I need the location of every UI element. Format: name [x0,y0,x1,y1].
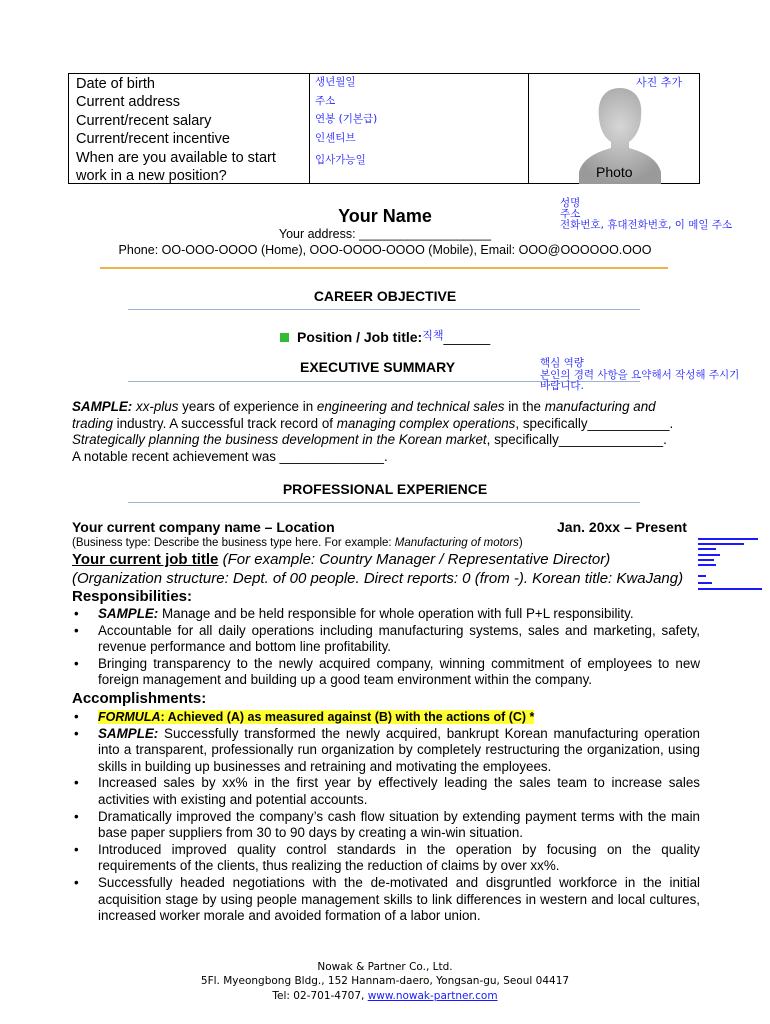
dob-label: Date of birth [76,76,155,92]
salary-label: Current/recent salary [76,112,212,129]
summary-text: years of experience in [178,399,317,414]
address-line: Your address: ___________________ [278,227,492,241]
career-objective-rule [128,309,640,310]
square-bullet-icon [280,333,289,342]
summary-korean-notes [540,358,739,393]
salary-note: 연봉 (기본급) [315,113,378,126]
responsibilities-title: Responsibilities: [72,588,193,605]
summary-sample-label: SAMPLE: [72,399,133,414]
responsibilities-list [72,606,700,689]
incentive-label: Current/recent incentive [76,131,230,148]
executive-summary-title: EXECUTIVE SUMMARY [300,359,456,375]
resume-name: Your Name [338,206,432,226]
list-item [72,726,700,776]
summary-text: managing complex operations [336,415,516,431]
experience-rule [128,502,640,503]
summary-text: , specifically______________. [486,432,667,448]
summary-text: engineering and technical sales [316,399,505,414]
summary-paragraph [72,399,700,465]
job-title-line [72,551,610,568]
list-item: • Increased sales by xx% in the first year by effectively leading the sales team to increase sales activities with existing and potential accounts. [72,775,700,808]
summary-text: industry. A successful track record of [112,415,337,431]
formula-item [72,709,700,726]
business-type-text: ) [518,537,523,549]
footer-contact [0,989,770,1003]
list-item: • Accountable for all daily operations including manufacturing systems, sales and marketing, safety, revenue performance and bottom line profitability. [72,623,700,656]
acc-sample-label: SAMPLE: [98,725,159,741]
list-item: • Dramatically improved the company’s cash flow situation by extending payment terms with the main base paper suppliers from 30 to 90 days by creating a win-win situation. [72,809,700,842]
job-title-example: (For example: Country Manager / Representative Director) [218,551,611,568]
position-label: Position / Job title: [297,329,423,345]
address-note-header: 주소 [560,208,581,220]
summary-text: xx-plus [136,399,179,414]
position-blank: ______ [443,329,491,345]
photo-label: Photo [596,164,633,180]
footer [0,960,770,1003]
org-structure: (Organization structure: Dept. of 00 people. Direct reports: 0 (from -). Korean title: KwaJang) [72,570,684,587]
footer-website-link[interactable]: www.nowak-partner.com [367,989,498,1002]
list-item: • Successfully headed negotiations with the de-motivated and disgruntled workforce in the initial acquisition stage by using people management skills to link differences in western and local cultures, increased worker morale and avoided formation of a labor union. [72,875,700,925]
list-item-text: Successfully transformed the newly acquired, bankrupt Korean manufacturing operation into a transparent, professionally run organization by completely restructuring the organization, using skills in building up businesses and retraining and motivating the employees. [98,725,700,774]
position-note: 직책 [422,329,444,342]
formula-label: FORMULA [98,710,161,724]
list-item: • Introduced improved quality control standards in the operation by focusing on the quality requirements of the clients, thus realizing the reduction of claims by over xx%. [72,842,700,875]
summary-note-1: 핵심 역량 [540,357,584,369]
professional-experience-title: PROFESSIONAL EXPERIENCE [282,481,488,497]
business-type [72,537,523,549]
availability-label-line2: work in a new position? [76,168,227,185]
footer-tel: Tel: 02-701-4707, [272,989,368,1002]
margin-annotations [698,537,764,599]
summary-note-3: 바랍니다. [540,380,584,392]
contact-line: Phone: OO-OOO-OOOO (Home), OOO-OOOO-OOOO (Mobile), Email: OOO@OOOOOO.OOO [118,243,652,257]
dob-note: 생년월일 [315,76,356,88]
business-type-example: Manufacturing of motors [394,537,519,549]
accomplishments-title: Accomplishments: [72,690,207,707]
summary-text: , specifically___________. [515,415,674,431]
availability-label-line1: When are you available to start [76,149,276,166]
business-type-text: (Business type: Describe the business type here. For example: [72,537,395,549]
address-note: 주소 [315,94,336,107]
employment-dates: Jan. 20xx – Present [557,519,687,535]
summary-text: Strategically planning the business development in the Korean market [72,432,487,448]
summary-text: in the [504,399,545,414]
footer-company: Nowak & Partner Co., Ltd. [317,961,453,973]
address-label: Current address [76,94,180,111]
career-objective-title: CAREER OBJECTIVE [313,288,457,304]
resp-sample-label: SAMPLE: [98,606,159,621]
name-note: 성명 [560,197,581,209]
list-item: • Bringing transparency to the newly acquired company, winning commitment of employees to new foreign management and building up a good team environment within the company. [72,656,700,689]
header-korean-notes [560,198,732,231]
info-labels [76,75,276,185]
accomplishments-list [72,709,700,925]
list-item-text: Manage and be held responsible for whole operation with full P+L responsibility. [158,606,634,621]
job-title: Your current job title [72,551,219,568]
summary-text: manufacturing and [544,399,656,414]
summary-text: A notable recent achievement was ______________. [72,448,388,464]
availability-note: 입사가능일 [315,154,366,167]
summary-note-2: 본인의 경력 사항을 요약해서 작성해 주시기 [540,368,740,381]
position-line [280,327,490,345]
incentive-note: 인센티브 [315,131,356,144]
formula-text: : Achieved (A) as measured against (B) with the actions of (C) * [160,710,535,724]
footer-address: 5Fl. Myeongbong Bldg., 152 Hannam-daero, Yongsan-gu, Seoul 04417 [200,975,570,988]
company-name: Your current company name – Location [72,519,335,535]
summary-text: trading [72,415,113,431]
contact-note: 전화번호, 휴대전화번호, 이 메일 주소 [560,219,733,231]
list-item [72,606,700,623]
photo-note: 사진 추가 [636,76,683,89]
header-divider [100,267,668,269]
info-korean-notes [315,73,377,170]
